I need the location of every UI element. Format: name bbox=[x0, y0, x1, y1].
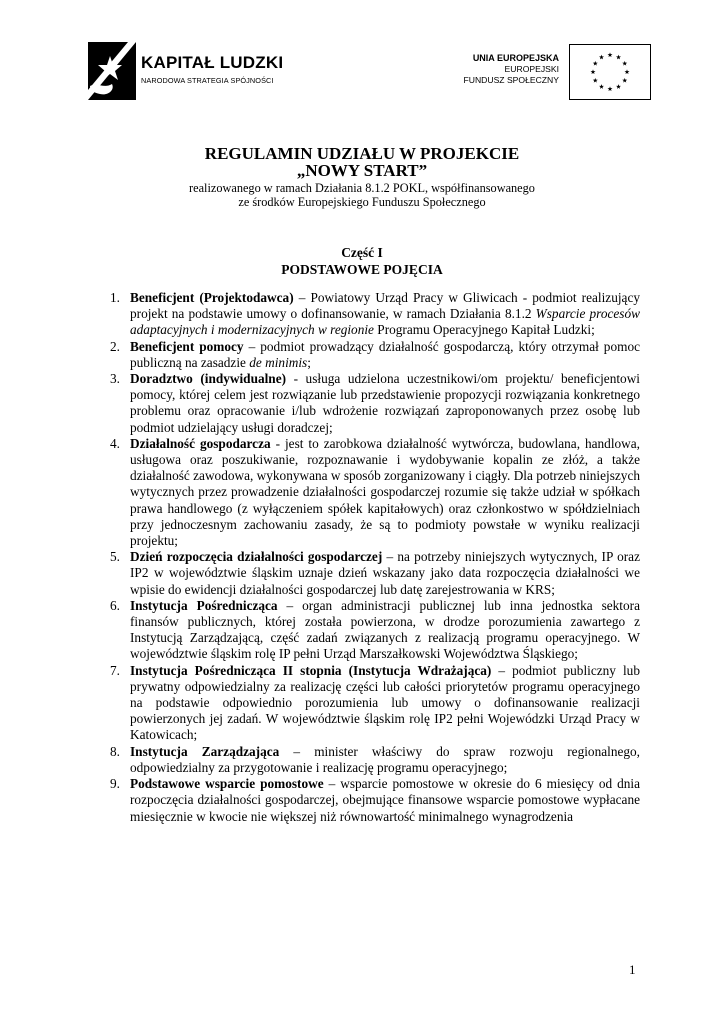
eu-logo bbox=[455, 44, 655, 102]
document-subtitle-1: realizowanego w ramach Działania 8.1.2 POKL, współfinansowanego bbox=[189, 181, 535, 195]
definition-item bbox=[100, 663, 640, 744]
definition-term: Podstawowe wsparcie pomostowe bbox=[130, 776, 324, 792]
definition-number: 5. bbox=[110, 549, 120, 565]
definition-text: – podmiot publiczny lub prywatny odpowiedzialny za realizację części lub całości priorytetów programu operacyjnego na podstawie odpowiednio porozumienia lub umowy o dofinansowanie realizacji powierzonych jej zadań. W województwie śląskim rolę IP2 pełni Wojewódzki Urząd Pracy w Katowicach; bbox=[130, 662, 640, 743]
definition-text-end: ; bbox=[307, 354, 311, 370]
definition-text: – minister właściwy do spraw rozwoju regionalnego, odpowiedzialny za przygotowanie i realizację programu operacyjnego; bbox=[130, 743, 640, 775]
definition-number: 6. bbox=[110, 597, 120, 613]
definition-number: 1. bbox=[110, 290, 120, 305]
definition-text-end: Programu Operacyjnego Kapitał Ludzki; bbox=[373, 322, 595, 338]
definition-text: – wsparcie pomostowe w okresie do 6 miesięcy od dnia rozpoczęcia działalności gospodarczej, obejmujące finansowe wsparcie pomostowe wypłacane miesięcznie w kwocie nie większej niż równowartość minimalnego wynagrodzenia bbox=[130, 776, 640, 824]
definition-text: - usługa udzielona uczestnikowi/om projektu/ beneficjentowi pomocy, której celem jest rozwiązanie lub przedstawienie propozycji rozwiązania konkretnego problemu oraz opracowanie i/lub wdrożenie rozwiązań zaproponowanych przez osobę lub podmiot udzielający usługi doradczej; bbox=[130, 371, 640, 435]
definition-italic-text: Wsparcie procesów adaptacyjnych i modernizacyjnych w regionie bbox=[130, 306, 640, 338]
eu-line-3: FUNDUSZ SPOŁECZNY bbox=[463, 75, 559, 85]
definition-term: Dzień rozpoczęcia działalności gospodarczej bbox=[130, 549, 383, 565]
definition-term: Instytucja Zarządzająca bbox=[130, 743, 280, 759]
definition-number: 3. bbox=[110, 371, 120, 387]
definition-term: Beneficjent pomocy bbox=[130, 338, 244, 354]
definition-item bbox=[100, 598, 640, 663]
definition-term: Instytucja Pośrednicząca II stopnia (Instytucja Wdrażająca) bbox=[130, 662, 492, 678]
definition-text: – podmiot prowadzący działalność gospodarczą, który otrzymał pomoc publiczną na zasadzie bbox=[130, 338, 640, 370]
document-subtitle-2: ze środków Europejskiego Funduszu Społecznego bbox=[238, 195, 486, 209]
eu-line-2: EUROPEJSKI bbox=[504, 64, 559, 74]
kapital-ludzki-logo bbox=[84, 42, 304, 100]
definition-term: Doradztwo (indywidualne) bbox=[130, 371, 287, 387]
definition-number: 2. bbox=[110, 338, 120, 354]
project-name: „NOWY START” bbox=[296, 161, 428, 180]
definition-item bbox=[100, 339, 640, 371]
definition-number: 7. bbox=[110, 662, 120, 678]
definition-item bbox=[100, 290, 640, 339]
kapital-ludzki-title: KAPITAŁ LUDZKI bbox=[141, 53, 284, 72]
definition-text: – organ administracji publicznej lub inna jednostka sektora finansów publicznych, której została powierzona, w drodze porozumienia zawartego z Instytucją Zarządzającą, część zadań związanych z realizacją programu operacyjnego. W województwie śląskim rolę IP pełni Urząd Marszałkowski Województwa Śląskiego; bbox=[130, 597, 640, 662]
definition-item bbox=[100, 549, 640, 598]
definition-term: Instytucja Pośrednicząca bbox=[130, 597, 278, 613]
document-title: REGULAMIN UDZIAŁU W PROJEKCIE bbox=[204, 144, 520, 163]
kapital-ludzki-subtitle: NARODOWA STRATEGIA SPÓJNOŚCI bbox=[141, 76, 274, 85]
definition-text: - jest to zarobkowa działalność wytwórcza, budowlana, handlowa, usługowa oraz poszukiwanie, rozpoznawanie i wydobywanie kopalin ze złóż, a także działalność zawodowa, wykonywana w sposób zorganizowany i ciągły. Dla potrzeb niniejszych wytycznych przez prowadzenie działalności gospodarczej rozumie się także udział w spółkach prawa handlowego (z wyłączeniem spółek kapitałowych) oraz członkostwo w spółdzielniach przy jednoczesnym zachowaniu zasady, że są to podmioty powstałe w wyniku realizacji projektu; bbox=[130, 435, 640, 549]
definition-number: 8. bbox=[110, 743, 120, 759]
page-number: 1 bbox=[629, 962, 636, 977]
definition-term: Działalność gospodarcza bbox=[130, 435, 271, 451]
definition-item bbox=[100, 436, 640, 549]
definition-italic-text: de minimis bbox=[249, 354, 308, 370]
definition-item bbox=[100, 776, 640, 825]
kapital-ludzki-mark-icon bbox=[84, 42, 136, 100]
definitions-list bbox=[100, 290, 640, 825]
definition-item bbox=[100, 371, 640, 436]
definition-number: 9. bbox=[110, 776, 120, 792]
eu-line-1: UNIA EUROPEJSKA bbox=[472, 53, 559, 63]
eu-flag-icon bbox=[569, 44, 651, 100]
definition-item bbox=[100, 744, 640, 776]
part-title: PODSTAWOWE POJĘCIA bbox=[281, 262, 443, 277]
part-label: Część I bbox=[341, 245, 383, 260]
definition-text: – Powiatowy Urząd Pracy w Gliwicach - podmiot realizujący projekt na podstawie umowy o dofinansowanie, w ramach Działania 8.1.2 bbox=[130, 290, 640, 322]
definition-number: 4. bbox=[110, 435, 120, 451]
document-title-block bbox=[0, 145, 724, 209]
part-heading bbox=[0, 244, 724, 278]
definition-text: – na potrzeby niniejszych wytycznych, IP oraz IP2 w województwie śląskim uznaje dzień wskazany jako data rozpoczęcia działalności we wpisie do ewidencji działalności gospodarczej lub datę zarejestrowania w KRS; bbox=[130, 549, 640, 597]
definition-term: Beneficjent (Projektodawca) bbox=[130, 290, 294, 305]
